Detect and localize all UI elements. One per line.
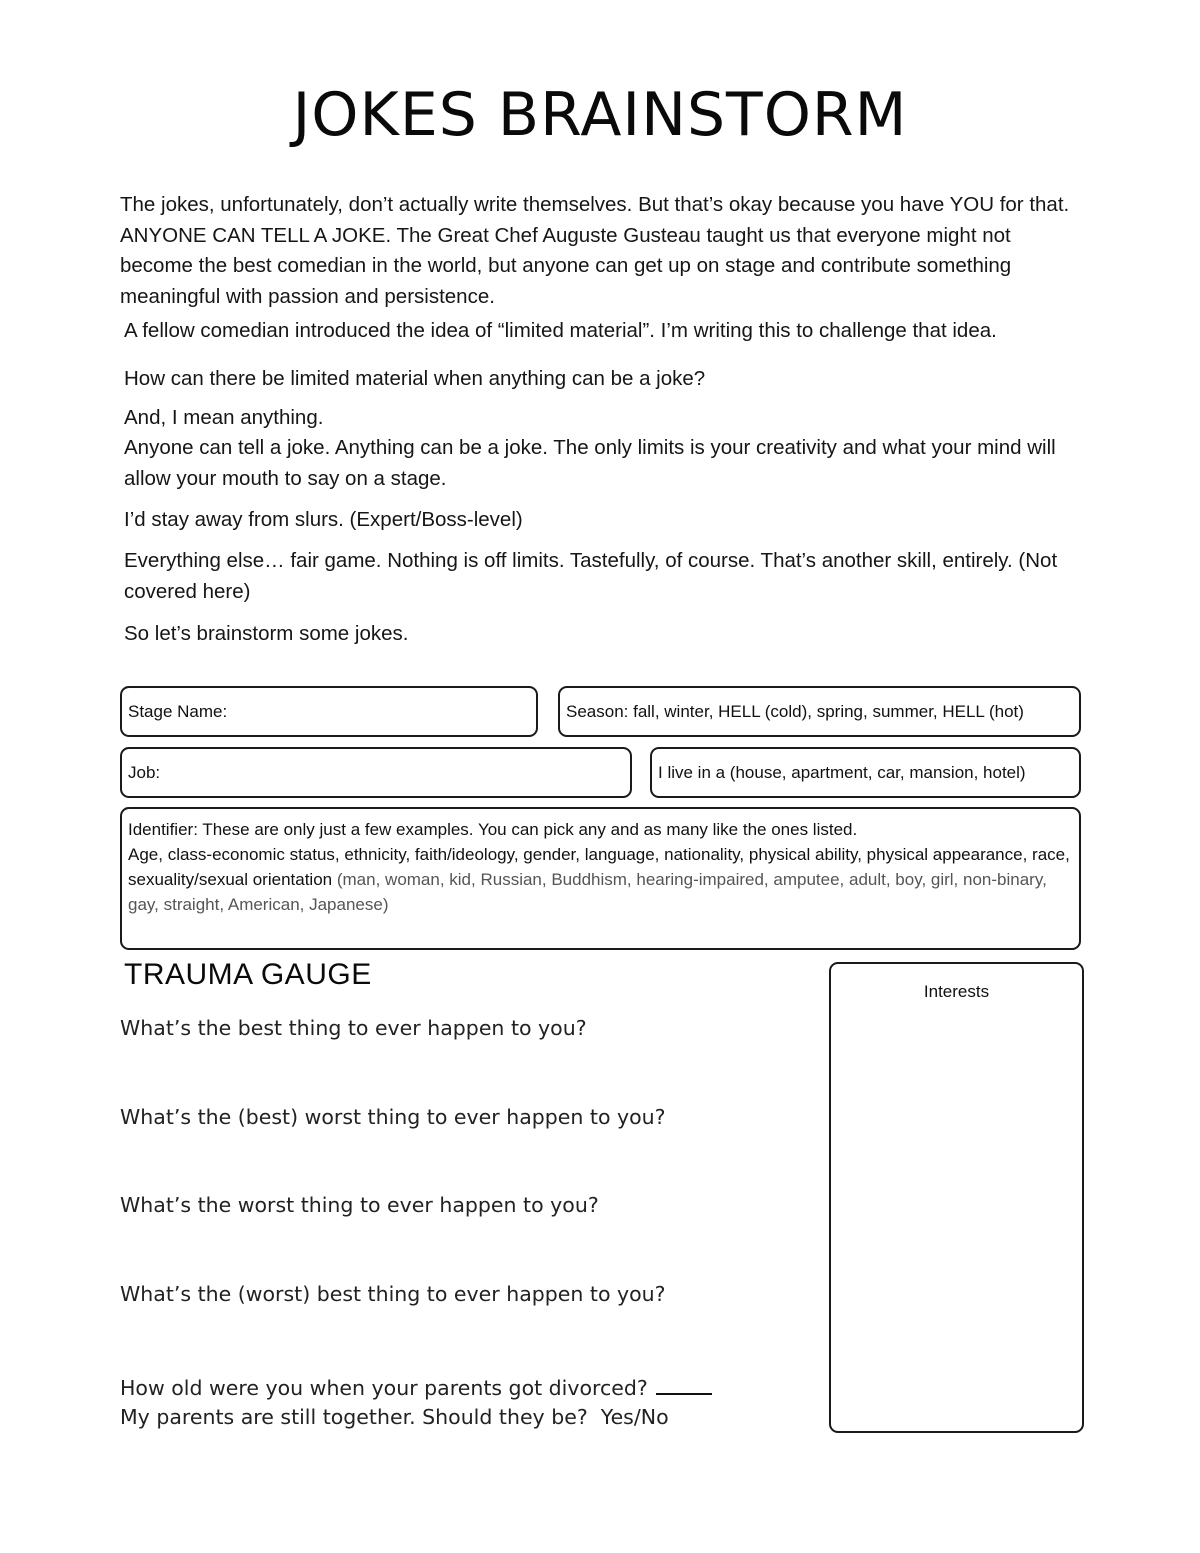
identifier-examples: (man, woman, kid, Russian, Buddhism, hearing-impaired, amputee, adult, boy, girl, non-binary, gay, straight, American, Japanese) bbox=[128, 870, 1047, 914]
question-divorce-age bbox=[120, 1371, 712, 1400]
identifier-list bbox=[128, 842, 1073, 917]
stage-name-field[interactable] bbox=[120, 686, 538, 737]
interests-label: Interests bbox=[923, 982, 990, 1001]
live-in-label: I live in a (house, apartment, car, mansion, hotel) bbox=[658, 763, 1026, 782]
intro-paragraph: And, I mean anything. bbox=[124, 406, 324, 429]
identifier-categories: Age, class-economic status, ethnicity, faith/ideology, gender, language, nationality, physical ability, physical appearance, race, sexuality/sexual orientation bbox=[128, 845, 1070, 889]
identifier-field[interactable] bbox=[120, 807, 1081, 950]
stage-name-label: Stage Name: bbox=[128, 702, 228, 721]
season-field[interactable] bbox=[558, 686, 1081, 737]
question-best-thing: What’s the best thing to ever happen to you? bbox=[120, 1016, 587, 1040]
job-label: Job: bbox=[128, 763, 161, 782]
intro-paragraph: The jokes, unfortunately, don’t actually write themselves. But that’s okay because you have YOU for that. ANYONE CAN TELL A JOKE. The Great Chef Auguste Gusteau taught us that everyone might not become the best comedian in the world, but anyone can get up on stage and contribute something meaningful with passion and persistence. bbox=[120, 193, 1070, 308]
divorce-age-blank[interactable] bbox=[656, 1371, 712, 1395]
season-label: Season: fall, winter, HELL (cold), spring, summer, HELL (hot) bbox=[566, 702, 1024, 721]
question-parents-together bbox=[120, 1405, 669, 1429]
yes-no-options[interactable]: Yes/No bbox=[600, 1405, 669, 1429]
intro-paragraph: A fellow comedian introduced the idea of “limited material”. I’m writing this to challenge that idea. bbox=[124, 319, 997, 342]
question-worst-thing: What’s the worst thing to ever happen to you? bbox=[120, 1193, 599, 1217]
trauma-gauge-title: TRAUMA GAUGE bbox=[124, 958, 372, 991]
intro-paragraph: How can there be limited material when anything can be a joke? bbox=[124, 367, 706, 390]
question-worst-best-thing: What’s the (worst) best thing to ever happen to you? bbox=[120, 1282, 666, 1306]
question-best-worst-thing: What’s the (best) worst thing to ever happen to you? bbox=[120, 1105, 666, 1129]
question-parents-together-text: My parents are still together. Should they be? bbox=[120, 1405, 588, 1429]
identifier-instructions: Identifier: These are only just a few examples. You can pick any and as many like the ones listed. bbox=[128, 820, 858, 839]
job-field[interactable] bbox=[120, 747, 632, 798]
question-divorce-age-text: How old were you when your parents got divorced? bbox=[120, 1376, 648, 1400]
intro-paragraph: Anyone can tell a joke. Anything can be a joke. The only limits is your creativity and what your mind will allow your mouth to say on a stage. bbox=[124, 436, 1056, 490]
intro-paragraph: I’d stay away from slurs. (Expert/Boss-level) bbox=[124, 508, 523, 531]
page-title: JOKES BRAINSTORM bbox=[292, 80, 908, 150]
interests-box[interactable] bbox=[829, 962, 1084, 1433]
intro-paragraph: Everything else… fair game. Nothing is off limits. Tastefully, of course. That’s another skill, entirely. (Not covered here) bbox=[124, 549, 1058, 603]
live-in-field[interactable] bbox=[650, 747, 1081, 798]
intro-paragraph: So let’s brainstorm some jokes. bbox=[124, 622, 409, 645]
